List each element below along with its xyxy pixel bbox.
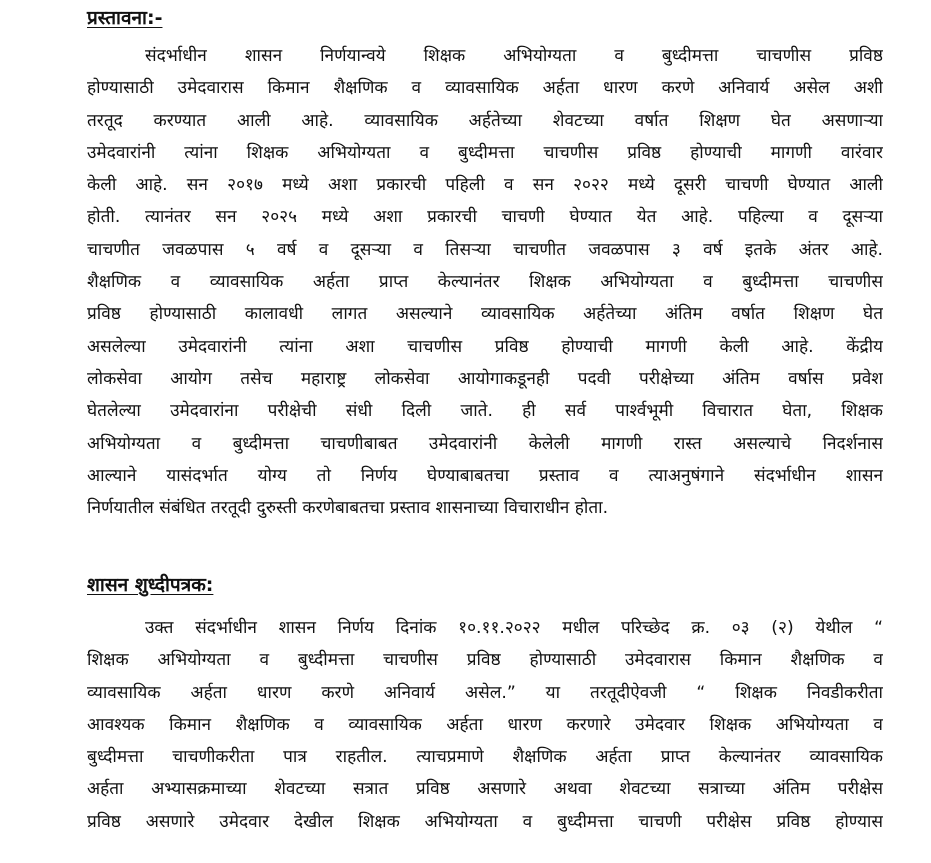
paragraph-line: तरतूद करण्यात आली आहे. व्यावसायिक अर्हतेच्या शेवटच्या वर्षात शिक्षण घेत असणाऱ्या bbox=[87, 110, 883, 131]
paragraph-line: शैक्षणिक व व्यावसायिक अर्हता प्राप्त केल्यानंतर शिक्षक अभियोग्यता व बुध्दीमत्ता चाचणीस bbox=[87, 272, 883, 293]
paragraph-line: प्रविष्ठ असणारे उमेदवार देखील शिक्षक अभियोग्यता व बुध्दीमत्ता चाचणी परीक्षेस प्रविष्ठ होण्यास bbox=[87, 811, 883, 832]
paragraph-line: व्यावसायिक अर्हता धारण करणे अनिवार्य असेल.” या तरतूदीऐवजी “ शिक्षक निवडीकरीता bbox=[87, 682, 883, 703]
paragraph-line: लोकसेवा आयोग तसेच महाराष्ट्र लोकसेवा आयोगाकडूनही पदवी परीक्षेच्या अंतिम वर्षास प्रवेश bbox=[87, 368, 883, 389]
paragraph-line: शिक्षक अभियोग्यता व बुध्दीमत्ता चाचणीस प्रविष्ठ होण्यासाठी उमेदवारास किमान शैक्षणिक व bbox=[87, 650, 883, 671]
paragraph-line: चाचणीत जवळपास ५ वर्ष व दूसऱ्या व तिसऱ्या चाचणीत जवळपास ३ वर्ष इतके अंतर आहे. bbox=[87, 239, 883, 260]
paragraph-line: केली आहे. सन २०१७ मध्ये अशा प्रकारची पहिली व सन २०२२ मध्ये दूसरी चाचणी घेण्यात आली bbox=[87, 175, 883, 196]
paragraph-line: आवश्यक किमान शैक्षणिक व व्यावसायिक अर्हता धारण करणारे उमेदवार शिक्षक अभियोग्यता व bbox=[87, 714, 883, 735]
section-heading-prastavana: प्रस्तावना:- bbox=[87, 7, 163, 29]
paragraph-line: अर्हता अभ्यासक्रमाच्या शेवटच्या सत्रात प्रविष्ठ असणारे अथवा शेवटच्या सत्राच्या अंतिम परीक्षेस bbox=[87, 779, 883, 800]
paragraph-line: होण्यासाठी उमेदवारास किमान शैक्षणिक व व्यावसायिक अर्हता धारण करणे अनिवार्य असेल अशी bbox=[87, 78, 883, 99]
paragraph-line: उक्त संदर्भाधीन शासन निर्णय दिनांक १०.११.२०२२ मधील परिच्छेद क्र. ०३ (२) येथील “ bbox=[145, 618, 883, 638]
paragraph-line: संदर्भाधीन शासन निर्णयान्वये शिक्षक अभियोग्यता व बुध्दीमत्ता चाचणीस प्रविष्ठ bbox=[145, 46, 883, 66]
paragraph-line: अभियोग्यता व बुध्दीमत्ता चाचणीबाबत उमेदवारांनी केलेली मागणी रास्त असल्याचे निदर्शनास bbox=[87, 433, 883, 454]
section-heading-shuddhipatrak: शासन शुध्दीपत्रक: bbox=[87, 574, 214, 596]
paragraph-line: आल्याने यासंदर्भात योग्य तो निर्णय घेण्याबाबतचा प्रस्ताव व त्याअनुषंगाने संदर्भाधीन शासन bbox=[87, 465, 883, 486]
paragraph-line: असलेल्या उमेदवारांनी त्यांना अशा चाचणीस प्रविष्ठ होण्याची मागणी केली आहे. केंद्रीय bbox=[87, 336, 883, 357]
paragraph-shuddhipatrak bbox=[87, 612, 883, 838]
paragraph-prastavana bbox=[87, 40, 883, 524]
paragraph-line: उमेदवारांनी त्यांना शिक्षक अभियोग्यता व बुध्दीमत्ता चाचणीस प्रविष्ठ होण्याची मागणी वारंवार bbox=[87, 142, 883, 163]
paragraph-line: घेतलेल्या उमेदवारांना परीक्षेची संधी दिली जाते. ही सर्व पार्श्वभूमी विचारात घेता, शिक्षक bbox=[87, 401, 883, 422]
paragraph-line: प्रविष्ठ होण्यासाठी कालावधी लागत असल्याने व्यावसायिक अर्हतेच्या अंतिम वर्षात शिक्षण घेत bbox=[87, 304, 883, 325]
paragraph-line: बुध्दीमत्ता चाचणीकरीता पात्र राहतील. त्याचप्रमाणे शैक्षणिक अर्हता प्राप्त केल्यानंतर व्यावसायिक bbox=[87, 747, 883, 768]
paragraph-line: होती. त्यानंतर सन २०२५ मध्ये अशा प्रकारची चाचणी घेण्यात येत आहे. पहिल्या व दूसऱ्या bbox=[87, 207, 883, 228]
paragraph-line: निर्णयातील संबंधित तरतूदी दुरुस्ती करणेबाबतचा प्रस्ताव शासनाच्या विचाराधीन होता. bbox=[87, 498, 609, 519]
